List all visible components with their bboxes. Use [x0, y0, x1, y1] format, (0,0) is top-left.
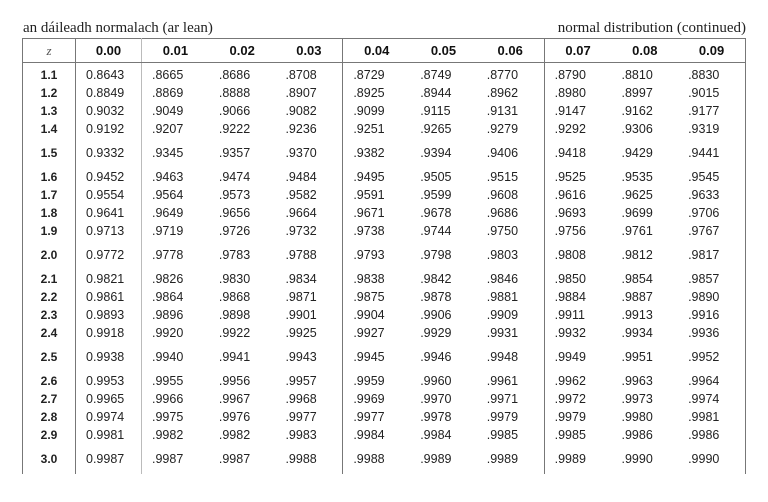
table-row: [23, 306, 746, 324]
probability-cell: .9943: [285, 350, 317, 364]
probability-cell: .9767: [688, 224, 720, 238]
probability-cell: 0.9953: [76, 372, 142, 390]
row-z-value: 1.2: [40, 86, 58, 100]
probability-cell: .9984: [343, 426, 410, 444]
probability-cell: .9656: [218, 206, 251, 220]
probability-cell: .9625: [621, 188, 653, 202]
probability-cell: .9881: [486, 290, 519, 304]
probability-cell: 0.9965: [76, 390, 142, 408]
normal-distribution-table: [22, 38, 746, 474]
probability-cell: 0.8643: [76, 63, 142, 85]
probability-cell: .9573: [218, 188, 251, 202]
probability-cell: .9987: [218, 452, 251, 466]
probability-cell: .9978: [420, 410, 452, 424]
probability-cell: .9279: [486, 122, 519, 136]
probability-cell: .8869: [142, 84, 209, 102]
probability-cell: .9564: [142, 186, 209, 204]
probability-cell: 0.9893: [76, 306, 142, 324]
probability-cell: .9960: [420, 374, 452, 388]
probability-cell: .8810: [621, 68, 653, 82]
probability-cell: .9988: [285, 452, 317, 466]
probability-cell: .9706: [688, 206, 720, 220]
probability-cell: .9803: [486, 248, 519, 262]
probability-cell: .9957: [285, 374, 317, 388]
probability-cell: .9671: [343, 204, 410, 222]
probability-cell: .9966: [142, 390, 209, 408]
probability-cell: .9744: [420, 224, 452, 238]
probability-cell: .9913: [621, 308, 653, 322]
probability-cell: 0.9918: [76, 324, 142, 342]
probability-cell: .9854: [621, 272, 653, 286]
probability-cell: .9946: [420, 350, 452, 364]
probability-cell: 0.9938: [76, 342, 142, 372]
probability-cell: .9147: [544, 102, 611, 120]
column-header: 0.00: [76, 39, 142, 63]
probability-cell: .9582: [285, 188, 317, 202]
column-header: 0.05: [410, 39, 477, 63]
probability-cell: .9484: [285, 170, 317, 184]
probability-cell: .9941: [218, 350, 251, 364]
probability-cell: .9850: [544, 270, 611, 288]
row-z-value: 1.8: [40, 206, 58, 220]
probability-cell: .9925: [285, 326, 317, 340]
probability-cell: 0.9981: [76, 426, 142, 444]
probability-cell: .9319: [688, 122, 720, 136]
header-row: [23, 39, 746, 63]
table-title-english: normal distribution (continued): [557, 20, 746, 36]
probability-cell: .9525: [544, 168, 611, 186]
column-header: 0.01: [142, 39, 209, 63]
probability-cell: .9535: [621, 170, 653, 184]
probability-cell: .9099: [343, 102, 410, 120]
probability-cell: .9719: [142, 222, 209, 240]
probability-cell: .9761: [621, 224, 653, 238]
probability-cell: .9505: [420, 170, 452, 184]
probability-cell: .9887: [621, 290, 653, 304]
row-z-value: 2.6: [40, 374, 58, 388]
probability-cell: .9911: [544, 306, 611, 324]
probability-cell: .9956: [218, 374, 251, 388]
probability-cell: .9985: [544, 426, 611, 444]
probability-cell: .9846: [486, 272, 519, 286]
probability-cell: .9989: [420, 452, 452, 466]
probability-cell: .9984: [420, 428, 452, 442]
probability-cell: .9798: [420, 248, 452, 262]
probability-cell: .9959: [343, 372, 410, 390]
probability-cell: .9896: [142, 306, 209, 324]
probability-cell: .8770: [486, 68, 519, 82]
row-z-value: 1.5: [40, 146, 58, 160]
probability-cell: .9738: [343, 222, 410, 240]
probability-cell: .9990: [688, 452, 720, 466]
probability-cell: .9693: [544, 204, 611, 222]
probability-cell: .9515: [486, 170, 519, 184]
probability-cell: .9985: [486, 428, 519, 442]
probability-cell: .9131: [486, 104, 519, 118]
probability-cell: 0.9192: [76, 120, 142, 138]
probability-cell: .9920: [142, 324, 209, 342]
table-row: [23, 102, 746, 120]
row-z-value: 2.7: [40, 392, 58, 406]
table-row: [23, 240, 746, 270]
probability-cell: .9545: [688, 170, 720, 184]
probability-cell: .9599: [420, 188, 452, 202]
probability-cell: .9049: [142, 102, 209, 120]
row-z-value: 2.0: [40, 248, 58, 262]
probability-cell: .9162: [621, 104, 653, 118]
probability-cell: .9949: [544, 342, 611, 372]
probability-cell: .9207: [142, 120, 209, 138]
probability-cell: .9970: [420, 392, 452, 406]
table-row: [23, 63, 746, 85]
probability-cell: .9608: [486, 188, 519, 202]
probability-cell: .9236: [285, 122, 317, 136]
probability-cell: .9929: [420, 326, 452, 340]
probability-cell: .8997: [621, 86, 653, 100]
row-z-value: 1.9: [40, 224, 58, 238]
probability-cell: .9857: [688, 272, 720, 286]
probability-cell: .8830: [688, 68, 720, 82]
probability-cell: .8907: [285, 86, 317, 100]
probability-cell: .9989: [486, 452, 519, 466]
probability-cell: .9971: [486, 392, 519, 406]
probability-cell: .9963: [621, 374, 653, 388]
table-row: [23, 444, 746, 474]
probability-cell: .9649: [142, 204, 209, 222]
probability-cell: .9979: [544, 408, 611, 426]
probability-cell: .9904: [343, 306, 410, 324]
probability-cell: .9834: [285, 272, 317, 286]
probability-cell: .9972: [544, 390, 611, 408]
table-row: [23, 270, 746, 288]
probability-cell: .9945: [343, 342, 410, 372]
probability-cell: .9394: [420, 146, 452, 160]
probability-cell: .9292: [544, 120, 611, 138]
probability-cell: .9875: [343, 288, 410, 306]
row-z-value: 2.9: [40, 428, 58, 442]
probability-cell: .9927: [343, 324, 410, 342]
probability-cell: .9222: [218, 122, 251, 136]
probability-cell: .9934: [621, 326, 653, 340]
row-z-value: 2.1: [40, 272, 58, 286]
probability-cell: .9931: [486, 326, 519, 340]
probability-cell: .9826: [142, 270, 209, 288]
probability-cell: .8925: [343, 84, 410, 102]
probability-cell: .9989: [544, 444, 611, 474]
probability-cell: 0.8849: [76, 84, 142, 102]
probability-cell: .9750: [486, 224, 519, 238]
probability-cell: .9964: [688, 374, 720, 388]
column-header: 0.06: [477, 39, 544, 63]
probability-cell: .9983: [285, 428, 317, 442]
probability-cell: .9898: [218, 308, 251, 322]
probability-cell: .9990: [621, 452, 653, 466]
table-row: [23, 342, 746, 372]
probability-cell: .9838: [343, 270, 410, 288]
probability-cell: .8962: [486, 86, 519, 100]
probability-cell: .9986: [621, 428, 653, 442]
column-header: 0.04: [343, 39, 410, 63]
probability-cell: .9830: [218, 272, 251, 286]
probability-cell: .9726: [218, 224, 251, 238]
probability-cell: 0.9032: [76, 102, 142, 120]
probability-cell: 0.9554: [76, 186, 142, 204]
probability-cell: .8749: [420, 68, 452, 82]
column-header: 0.07: [544, 39, 611, 63]
column-header: 0.02: [209, 39, 276, 63]
probability-cell: .9967: [218, 392, 251, 406]
probability-cell: .9370: [285, 146, 317, 160]
probability-cell: 0.9861: [76, 288, 142, 306]
probability-cell: .9015: [688, 86, 720, 100]
probability-cell: .9890: [688, 290, 720, 304]
probability-cell: .9975: [142, 408, 209, 426]
probability-cell: .9977: [343, 408, 410, 426]
probability-cell: .9987: [142, 444, 209, 474]
probability-cell: .9948: [486, 350, 519, 364]
row-z-value: 1.6: [40, 170, 58, 184]
probability-cell: .9884: [544, 288, 611, 306]
probability-cell: .9979: [486, 410, 519, 424]
table-title-irish: an dáileadh normalach (ar lean): [23, 20, 213, 36]
row-z-value: 2.4: [40, 326, 58, 340]
table-row: [23, 120, 746, 138]
probability-cell: .9382: [343, 138, 410, 168]
probability-cell: .9842: [420, 272, 452, 286]
probability-cell: .9909: [486, 308, 519, 322]
probability-cell: .9793: [343, 240, 410, 270]
probability-cell: .9686: [486, 206, 519, 220]
probability-cell: .9906: [420, 308, 452, 322]
row-z-value: 2.3: [40, 308, 58, 322]
probability-cell: .9474: [218, 170, 251, 184]
probability-cell: 0.9974: [76, 408, 142, 426]
probability-cell: .9783: [218, 248, 251, 262]
table-row: [23, 324, 746, 342]
probability-cell: .9463: [142, 168, 209, 186]
probability-cell: .9732: [285, 224, 317, 238]
probability-cell: .9868: [218, 290, 251, 304]
probability-cell: .9808: [544, 240, 611, 270]
probability-cell: .9495: [343, 168, 410, 186]
probability-cell: 0.9821: [76, 270, 142, 288]
table-row: [23, 372, 746, 390]
probability-cell: .9778: [142, 240, 209, 270]
table-row: [23, 84, 746, 102]
table-row: [23, 408, 746, 426]
table-row: [23, 288, 746, 306]
probability-cell: .8944: [420, 86, 452, 100]
probability-cell: .9633: [688, 188, 720, 202]
probability-cell: .9962: [544, 372, 611, 390]
probability-cell: .9878: [420, 290, 452, 304]
probability-cell: .9969: [343, 390, 410, 408]
probability-cell: .9664: [285, 206, 317, 220]
probability-cell: 0.9772: [76, 240, 142, 270]
probability-cell: 0.9987: [76, 444, 142, 474]
probability-cell: .9961: [486, 374, 519, 388]
probability-cell: .9066: [218, 104, 251, 118]
table-row: [23, 390, 746, 408]
probability-cell: .9976: [218, 410, 251, 424]
table-row: [23, 204, 746, 222]
probability-cell: .9357: [218, 146, 251, 160]
probability-cell: .9441: [688, 146, 720, 160]
table-row: [23, 426, 746, 444]
row-z-value: 2.8: [40, 410, 58, 424]
probability-cell: .9932: [544, 324, 611, 342]
probability-cell: .9977: [285, 410, 317, 424]
probability-cell: .9864: [142, 288, 209, 306]
probability-cell: .9982: [142, 426, 209, 444]
table-row: [23, 222, 746, 240]
table-row: [23, 168, 746, 186]
probability-cell: .9916: [688, 308, 720, 322]
probability-cell: .9901: [285, 308, 317, 322]
probability-cell: .9986: [688, 428, 720, 442]
probability-cell: .9115: [420, 104, 451, 118]
probability-cell: 0.9332: [76, 138, 142, 168]
probability-cell: .9812: [621, 248, 653, 262]
probability-cell: .9591: [343, 186, 410, 204]
row-z-value: 1.3: [40, 104, 58, 118]
probability-cell: .9981: [688, 410, 720, 424]
probability-cell: .9922: [218, 326, 251, 340]
row-z-value: 2.5: [40, 350, 58, 364]
probability-cell: .8686: [218, 68, 251, 82]
column-header: 0.09: [678, 39, 745, 63]
probability-cell: 0.9452: [76, 168, 142, 186]
probability-cell: .9429: [621, 146, 653, 160]
probability-cell: .9936: [688, 326, 720, 340]
probability-cell: .9871: [285, 290, 317, 304]
row-z-value: 1.7: [40, 188, 58, 202]
probability-cell: .9251: [343, 120, 410, 138]
probability-cell: .9973: [621, 392, 653, 406]
probability-cell: .9306: [621, 122, 653, 136]
probability-cell: 0.9713: [76, 222, 142, 240]
probability-cell: .9345: [142, 138, 209, 168]
probability-cell: .9988: [343, 444, 410, 474]
table-row: [23, 138, 746, 168]
probability-cell: .9265: [420, 122, 452, 136]
row-z-value: 3.0: [40, 452, 58, 466]
probability-cell: .9082: [285, 104, 317, 118]
probability-cell: .9940: [142, 342, 209, 372]
probability-cell: .9756: [544, 222, 611, 240]
probability-cell: .8729: [343, 63, 410, 85]
probability-cell: .8888: [218, 86, 251, 100]
probability-cell: .9980: [621, 410, 653, 424]
column-header-z: z: [23, 39, 76, 63]
table-row: [23, 186, 746, 204]
probability-cell: .8980: [544, 84, 611, 102]
probability-cell: .9406: [486, 146, 519, 160]
probability-cell: .9951: [621, 350, 653, 364]
probability-cell: .8708: [285, 68, 317, 82]
column-header: 0.08: [612, 39, 679, 63]
probability-cell: .9968: [285, 392, 317, 406]
probability-cell: .9788: [285, 248, 317, 262]
probability-cell: .9418: [544, 138, 611, 168]
probability-cell: .9955: [142, 372, 209, 390]
probability-cell: .9699: [621, 206, 653, 220]
probability-cell: .9616: [544, 186, 611, 204]
row-z-value: 1.4: [40, 122, 58, 136]
probability-cell: .9974: [688, 392, 720, 406]
probability-cell: .9982: [218, 428, 251, 442]
probability-cell: .8790: [544, 63, 611, 85]
probability-cell: .8665: [142, 63, 209, 85]
column-header: 0.03: [275, 39, 342, 63]
probability-cell: .9952: [688, 350, 720, 364]
row-z-value: 1.1: [40, 68, 58, 82]
probability-cell: 0.9641: [76, 204, 142, 222]
probability-cell: .9678: [420, 206, 452, 220]
probability-cell: .9817: [688, 248, 720, 262]
probability-cell: .9177: [688, 104, 720, 118]
row-z-value: 2.2: [40, 290, 58, 304]
